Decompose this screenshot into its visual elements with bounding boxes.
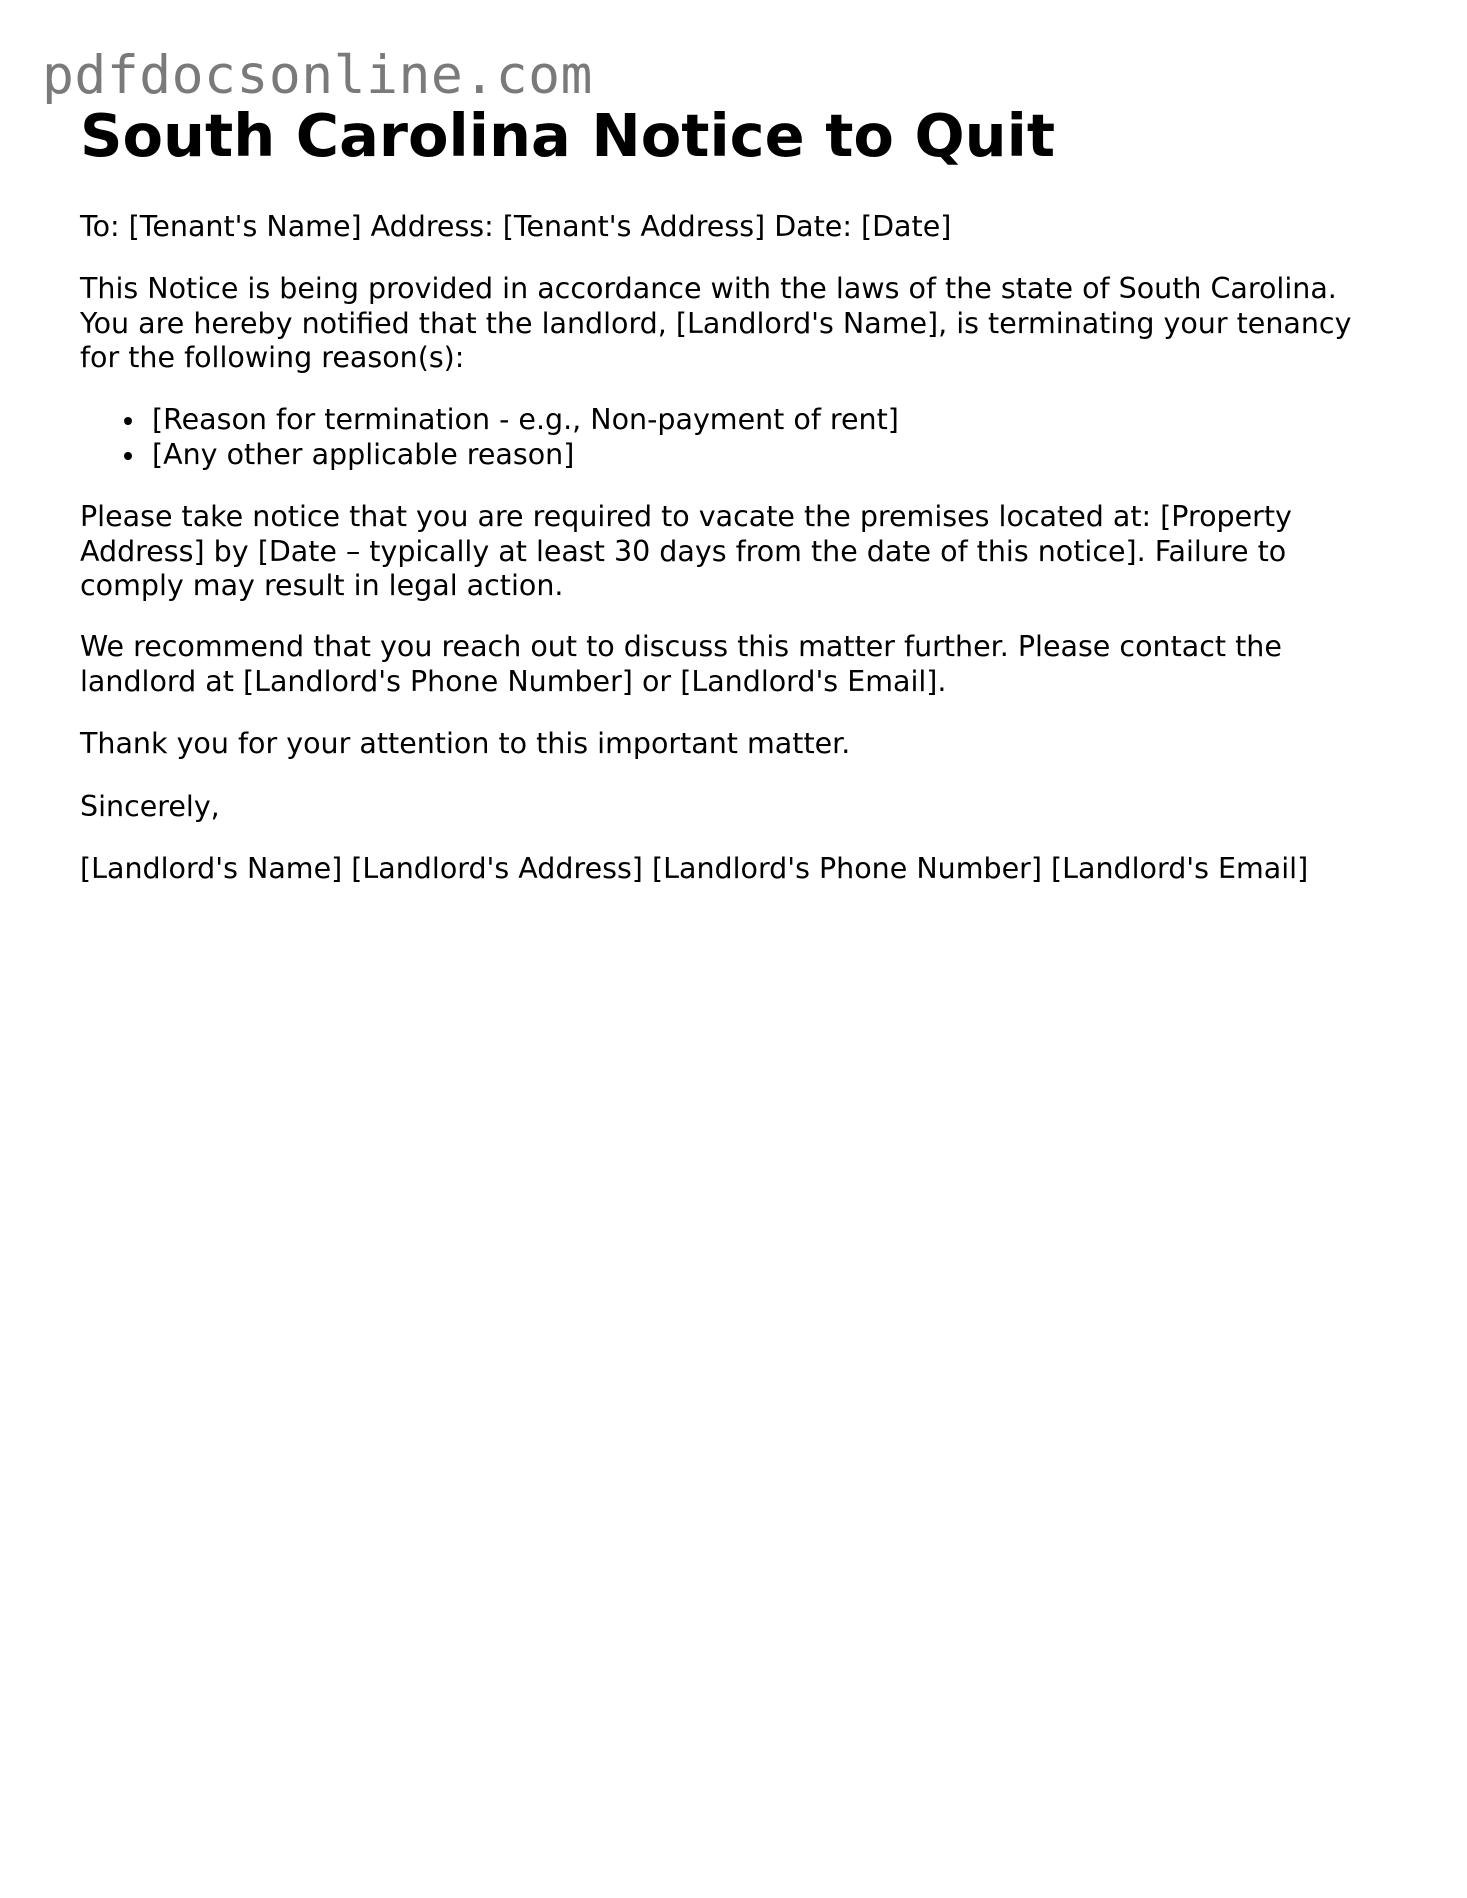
list-item: [Any other applicable reason]: [152, 438, 899, 473]
recipient-line: To: [Tenant's Name] Address: [Tenant's Address] Date: [Date]: [80, 210, 952, 243]
intro-paragraph: This Notice is being provided in accordance with the laws of the state of South Carolina. You are hereby notified that the landlord, [Landlord's Name], is terminating your tenancy for the following reason(s):: [80, 272, 1352, 374]
signature-block: [Landlord's Name] [Landlord's Address] [Landlord's Phone Number] [Landlord's Email]: [80, 852, 1309, 885]
watermark-text: pdfdocsonline.com: [42, 45, 593, 106]
list-item: [Reason for termination - e.g., Non-payment of rent]: [152, 403, 899, 436]
thanks-paragraph: Thank you for your attention to this important matter.: [80, 727, 851, 760]
contact-paragraph: We recommend that you reach out to discuss this matter further. Please contact the landlord at [Landlord's Phone Number] or [Landlord's Email].: [80, 630, 1282, 698]
closing-line: Sincerely,: [80, 790, 220, 823]
reasons-list: [80, 403, 899, 472]
document-title: South Carolina Notice to Quit: [80, 101, 1056, 170]
vacate-paragraph: Please take notice that you are required to vacate the premises located at: [Property Address] by [Date – typically at least 30 days from the date of this notice]. Failure to comply may result in legal action.: [80, 500, 1292, 602]
